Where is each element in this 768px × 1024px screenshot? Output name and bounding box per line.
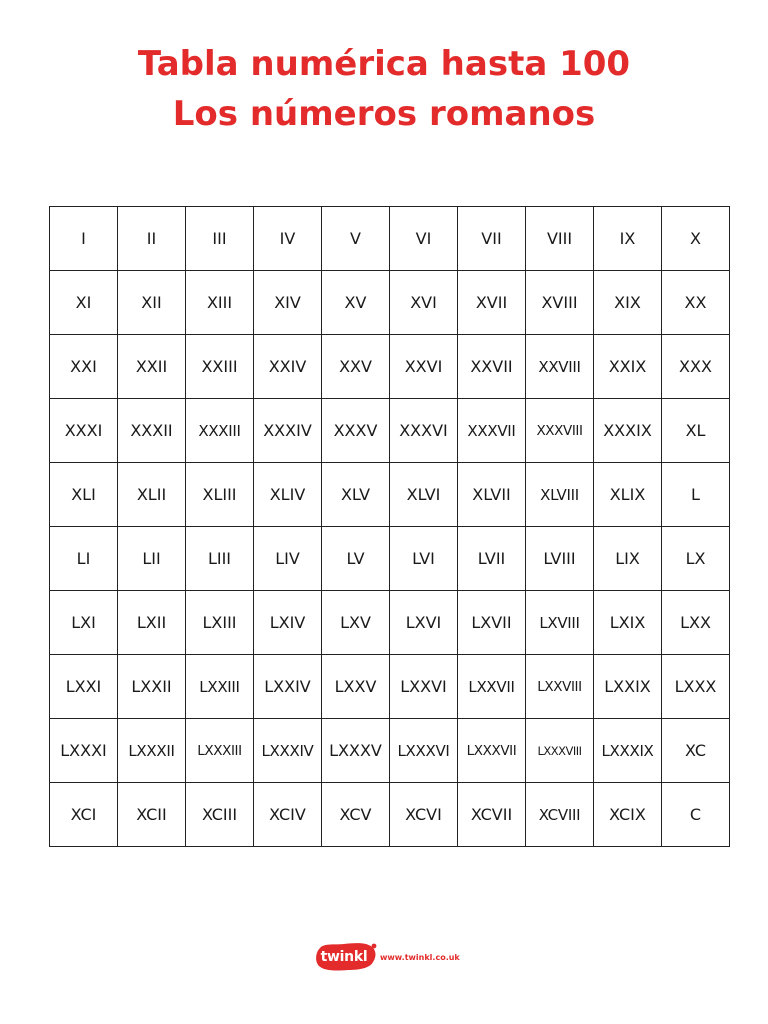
numeral-cell: LXXXIX — [594, 719, 662, 783]
numeral-cell: LXXXIII — [186, 719, 254, 783]
numeral-cell: XXXII — [118, 399, 186, 463]
page-title-line-1: Tabla numérica hasta 100 — [137, 44, 631, 84]
roman-numeral-grid — [49, 206, 730, 847]
numeral-cell: III — [186, 207, 254, 271]
numeral-cell: LXXIV — [254, 655, 322, 719]
numeral-cell: XXXIII — [186, 399, 254, 463]
numeral-cell: II — [118, 207, 186, 271]
numeral-cell: LXXI — [50, 655, 118, 719]
numeral-cell: LXXVIII — [526, 655, 594, 719]
numeral-cell: LXIV — [254, 591, 322, 655]
numeral-cell: LXX — [662, 591, 730, 655]
numeral-cell: LII — [118, 527, 186, 591]
numeral-cell: LXXIII — [186, 655, 254, 719]
numeral-cell: XXVI — [390, 335, 458, 399]
numeral-cell: XLVII — [458, 463, 526, 527]
numeral-cell: LIV — [254, 527, 322, 591]
numeral-cell: I — [50, 207, 118, 271]
numeral-cell: XLII — [118, 463, 186, 527]
table-row — [50, 271, 730, 335]
numeral-cell: IV — [254, 207, 322, 271]
numeral-cell: XI — [50, 271, 118, 335]
numeral-cell: LXXII — [118, 655, 186, 719]
numeral-cell: LXV — [322, 591, 390, 655]
numeral-cell: LXVIII — [526, 591, 594, 655]
numeral-cell: XXV — [322, 335, 390, 399]
numeral-cell: LI — [50, 527, 118, 591]
numeral-cell: XXIX — [594, 335, 662, 399]
table-row — [50, 591, 730, 655]
numeral-cell: XLI — [50, 463, 118, 527]
numeral-cell: XCII — [118, 783, 186, 847]
numeral-cell: XCIX — [594, 783, 662, 847]
numeral-cell: XVI — [390, 271, 458, 335]
numeral-cell: XLVIII — [526, 463, 594, 527]
numeral-cell: LXXV — [322, 655, 390, 719]
numeral-cell: XC — [662, 719, 730, 783]
numeral-cell: XXII — [118, 335, 186, 399]
numeral-cell: LXXXV — [322, 719, 390, 783]
numeral-cell: LVIII — [526, 527, 594, 591]
numeral-cell: XCI — [50, 783, 118, 847]
numeral-cell: XCVIII — [526, 783, 594, 847]
numeral-cell: XXXVII — [458, 399, 526, 463]
numeral-cell: XXXVI — [390, 399, 458, 463]
numeral-cell: XCV — [322, 783, 390, 847]
numeral-cell: XXXVIII — [526, 399, 594, 463]
table-row — [50, 719, 730, 783]
numeral-cell: XIII — [186, 271, 254, 335]
table-row — [50, 527, 730, 591]
numeral-cell: XVIII — [526, 271, 594, 335]
numeral-cell: LXXVII — [458, 655, 526, 719]
numeral-cell: XXVIII — [526, 335, 594, 399]
numeral-cell: LXXXIV — [254, 719, 322, 783]
numeral-cell: XVII — [458, 271, 526, 335]
numeral-cell: LXXX — [662, 655, 730, 719]
numeral-cell: XXXIV — [254, 399, 322, 463]
numeral-cell: C — [662, 783, 730, 847]
numeral-cell: L — [662, 463, 730, 527]
numeral-cell: LXVII — [458, 591, 526, 655]
numeral-cell: LXIX — [594, 591, 662, 655]
numeral-cell: XXVII — [458, 335, 526, 399]
numeral-cell: XXXV — [322, 399, 390, 463]
numeral-cell: XLIV — [254, 463, 322, 527]
numeral-cell: LX — [662, 527, 730, 591]
grid-body — [50, 207, 730, 847]
table-row — [50, 399, 730, 463]
numeral-cell: XCIV — [254, 783, 322, 847]
numeral-cell: LVI — [390, 527, 458, 591]
numeral-cell: XXIII — [186, 335, 254, 399]
numeral-cell: LXXXVI — [390, 719, 458, 783]
table-row — [50, 655, 730, 719]
table-row — [50, 207, 730, 271]
twinkl-logo-icon[interactable] — [314, 942, 378, 972]
numeral-cell: LXVI — [390, 591, 458, 655]
numeral-cell: XX — [662, 271, 730, 335]
numeral-cell: XCVII — [458, 783, 526, 847]
numeral-cell: LXXXVIII — [526, 719, 594, 783]
numeral-cell: XXI — [50, 335, 118, 399]
numeral-cell: XCVI — [390, 783, 458, 847]
numeral-cell: LIII — [186, 527, 254, 591]
numeral-cell: XLVI — [390, 463, 458, 527]
numeral-cell: LXXIX — [594, 655, 662, 719]
footer — [314, 942, 460, 972]
numeral-cell: XXXIX — [594, 399, 662, 463]
logo-text: twinkl — [320, 949, 368, 965]
numeral-cell: XLIII — [186, 463, 254, 527]
numeral-cell: V — [322, 207, 390, 271]
numeral-cell: XXX — [662, 335, 730, 399]
numeral-cell: XL — [662, 399, 730, 463]
table-row — [50, 783, 730, 847]
numeral-cell: XLIX — [594, 463, 662, 527]
numeral-cell: X — [662, 207, 730, 271]
numeral-cell: LXXXVII — [458, 719, 526, 783]
numeral-cell: LXIII — [186, 591, 254, 655]
numeral-cell: XV — [322, 271, 390, 335]
numeral-cell: XXIV — [254, 335, 322, 399]
table-row — [50, 463, 730, 527]
numeral-cell: LXI — [50, 591, 118, 655]
numeral-cell: VI — [390, 207, 458, 271]
numeral-cell: LIX — [594, 527, 662, 591]
numeral-cell: XLV — [322, 463, 390, 527]
numeral-cell: XII — [118, 271, 186, 335]
numeral-cell: XCIII — [186, 783, 254, 847]
numeral-cell: IX — [594, 207, 662, 271]
numeral-cell: LV — [322, 527, 390, 591]
page-subtitle-line-2: Los números romanos — [172, 94, 596, 134]
numeral-cell: LVII — [458, 527, 526, 591]
numeral-cell: XXXI — [50, 399, 118, 463]
website-link[interactable]: www.twinkl.co.uk — [380, 952, 460, 962]
table-row — [50, 335, 730, 399]
numeral-cell: LXII — [118, 591, 186, 655]
numeral-cell: VIII — [526, 207, 594, 271]
numeral-cell: LXXXII — [118, 719, 186, 783]
numeral-cell: LXXXI — [50, 719, 118, 783]
numeral-cell: XIV — [254, 271, 322, 335]
numeral-cell: XIX — [594, 271, 662, 335]
numeral-cell: VII — [458, 207, 526, 271]
numeral-cell: LXXVI — [390, 655, 458, 719]
